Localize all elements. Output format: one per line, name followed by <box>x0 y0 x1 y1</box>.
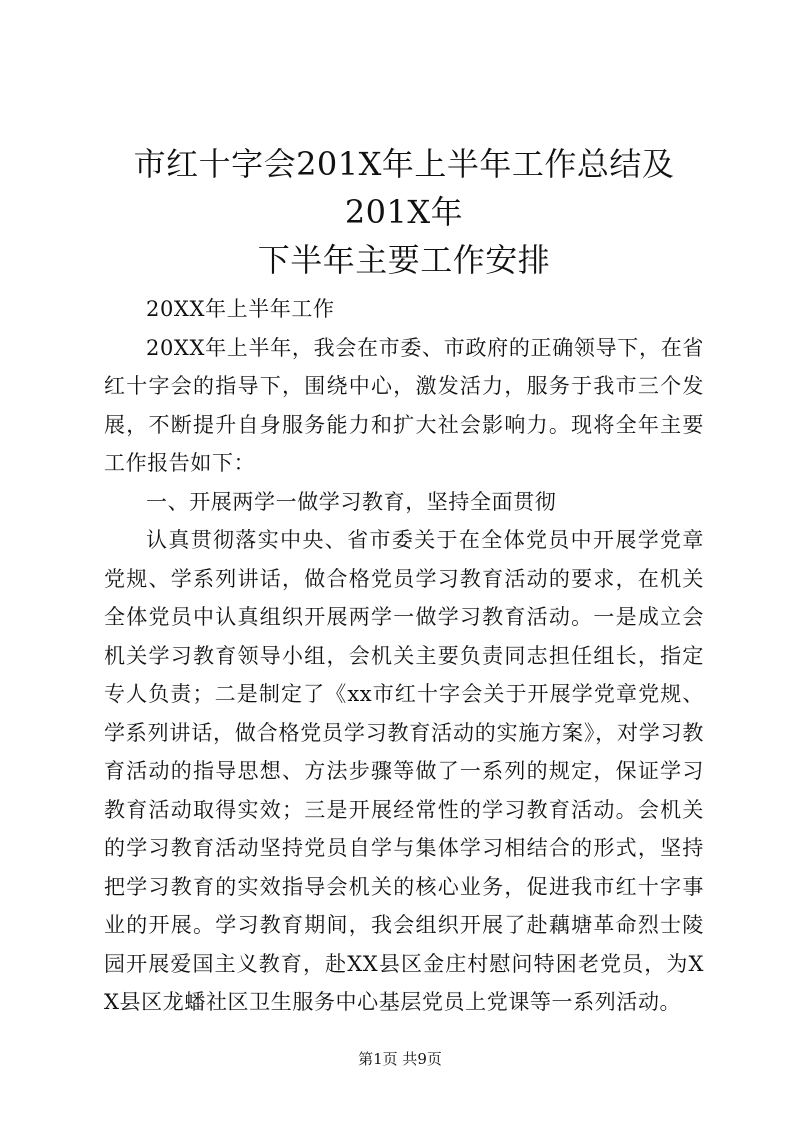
document-title <box>104 140 704 284</box>
intro-paragraph: 20XX年上半年，我会在市委、市政府的正确领导下，在省红十字会的指导下，围绕中心，激发活力，服务于我市三个发展，不断提升自身服务能力和扩大社会影响力。现将全年主要工作报告如下： <box>104 335 704 475</box>
title-line-2: 下半年主要工作安排 <box>257 241 551 279</box>
study-education-paragraph: 认真贯彻落实中央、省市委关于在全体党员中开展学党章党规、学系列讲话，做合格党员学习教育活动的要求，在机关全体党员中认真组织开展两学一做学习教育活动。一是成立会机关学习教育领导小组，会机关主要负责同志担任组长，指定专人负责；二是制定了《xx市红十字会关于开展学党章党规、学系列讲话，做合格党员学习教育活动的实施方案》，对学习教育活动的指导思想、方法步骤等做了一系列的规定，保证学习教育活动取得实效；三是开展经常性的学习教育活动。会机关的学习教育活动坚持党员自学与集体学习相结合的形式，坚持把学习教育的实效指导会机关的核心业务，促进我市红十字事业的开展。学习教育期间，我会组织开展了赴藕塘革命烈士陵园开展爱国主义教育，赴XX县区金庄村慰问特困老党员，为XX县区龙蟠社区卫生服务中心基层党员上党课等一系列活动。 <box>104 528 704 1014</box>
title-line-1: 市红十字会201X年上半年工作总结及201X年 <box>133 145 675 231</box>
section-heading-first-half: 20XX年上半年工作 <box>146 297 335 321</box>
section-heading-study-education: 一、开展两学一做学习教育，坚持全面贯彻 <box>146 489 557 514</box>
document-body <box>104 290 704 1022</box>
page-footer: 第1页 共9页 <box>358 1050 442 1068</box>
